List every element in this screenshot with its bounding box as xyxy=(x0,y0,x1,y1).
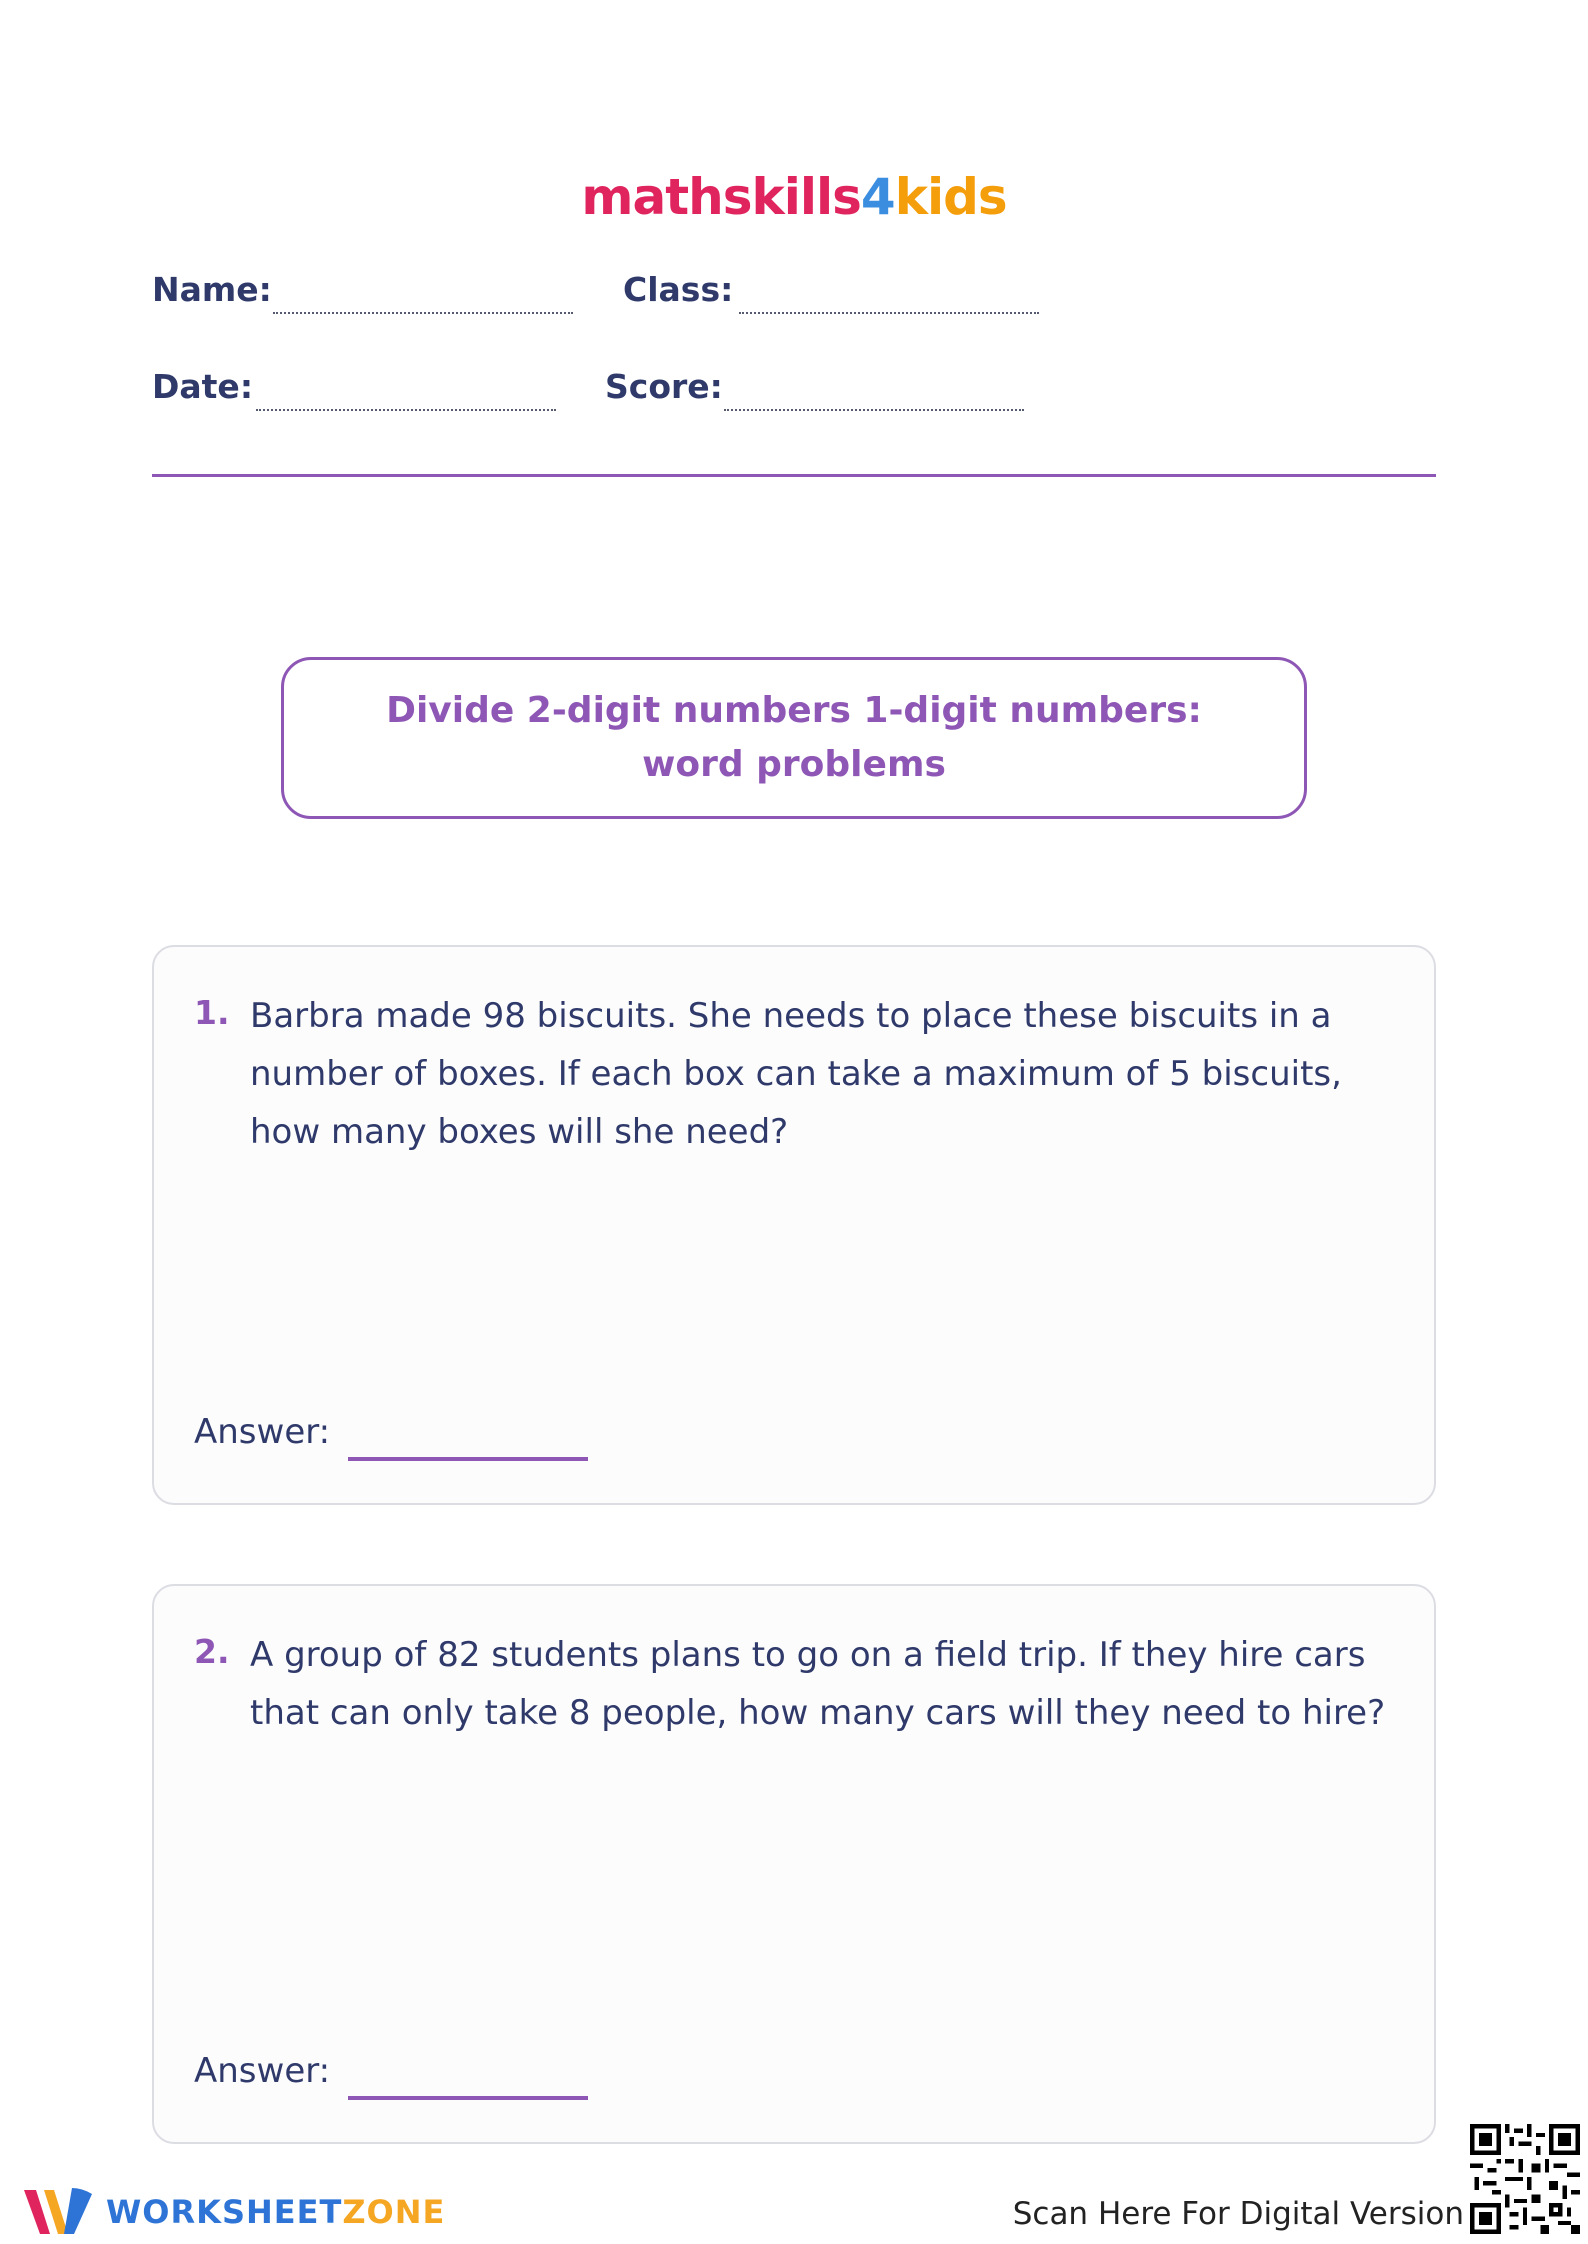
score-label: Score: xyxy=(605,367,723,406)
footer-brand-part-2: ZONE xyxy=(342,2193,446,2231)
answer-field[interactable] xyxy=(348,2096,588,2100)
date-label: Date: xyxy=(152,367,254,406)
brand-logo xyxy=(0,168,1588,226)
brand-part-1: mathskills xyxy=(581,168,861,226)
worksheetzone-logo-icon xyxy=(20,2184,96,2240)
class-label: Class: xyxy=(623,270,734,309)
footer-brand xyxy=(106,2193,445,2231)
question-card-1 xyxy=(152,945,1436,1505)
question-number: 1. xyxy=(194,993,230,1032)
answer-label: Answer: xyxy=(194,2051,331,2091)
question-card-2 xyxy=(152,1584,1436,2144)
brand-part-2: 4 xyxy=(860,168,895,226)
brand-part-3: kids xyxy=(894,168,1007,226)
name-field[interactable] xyxy=(273,312,573,314)
name-label: Name: xyxy=(152,270,272,309)
footer-brand-part-1: WORKSHEET xyxy=(106,2193,343,2231)
date-field[interactable] xyxy=(256,409,556,411)
answer-label: Answer: xyxy=(194,1412,331,1452)
header-divider xyxy=(152,474,1436,477)
question-text: Barbra made 98 biscuits. She needs to place these biscuits in a number of boxes. If each box can take a maximum of 5 biscuits, how many boxes will she need? xyxy=(250,996,1342,1152)
worksheet-title: Divide 2-digit numbers 1-digit numbers: word problems xyxy=(386,690,1202,785)
answer-field[interactable] xyxy=(348,1457,588,1461)
qr-code-icon[interactable] xyxy=(1470,2124,1580,2234)
worksheet-title-box xyxy=(281,657,1307,819)
class-field[interactable] xyxy=(739,312,1039,314)
score-field[interactable] xyxy=(724,409,1024,411)
question-number: 2. xyxy=(194,1632,230,1671)
scan-text: Scan Here For Digital Version xyxy=(1012,2196,1464,2232)
question-text: A group of 82 students plans to go on a field trip. If they hire cars that can only take 8 people, how many cars will they need to hire? xyxy=(250,1635,1386,1733)
